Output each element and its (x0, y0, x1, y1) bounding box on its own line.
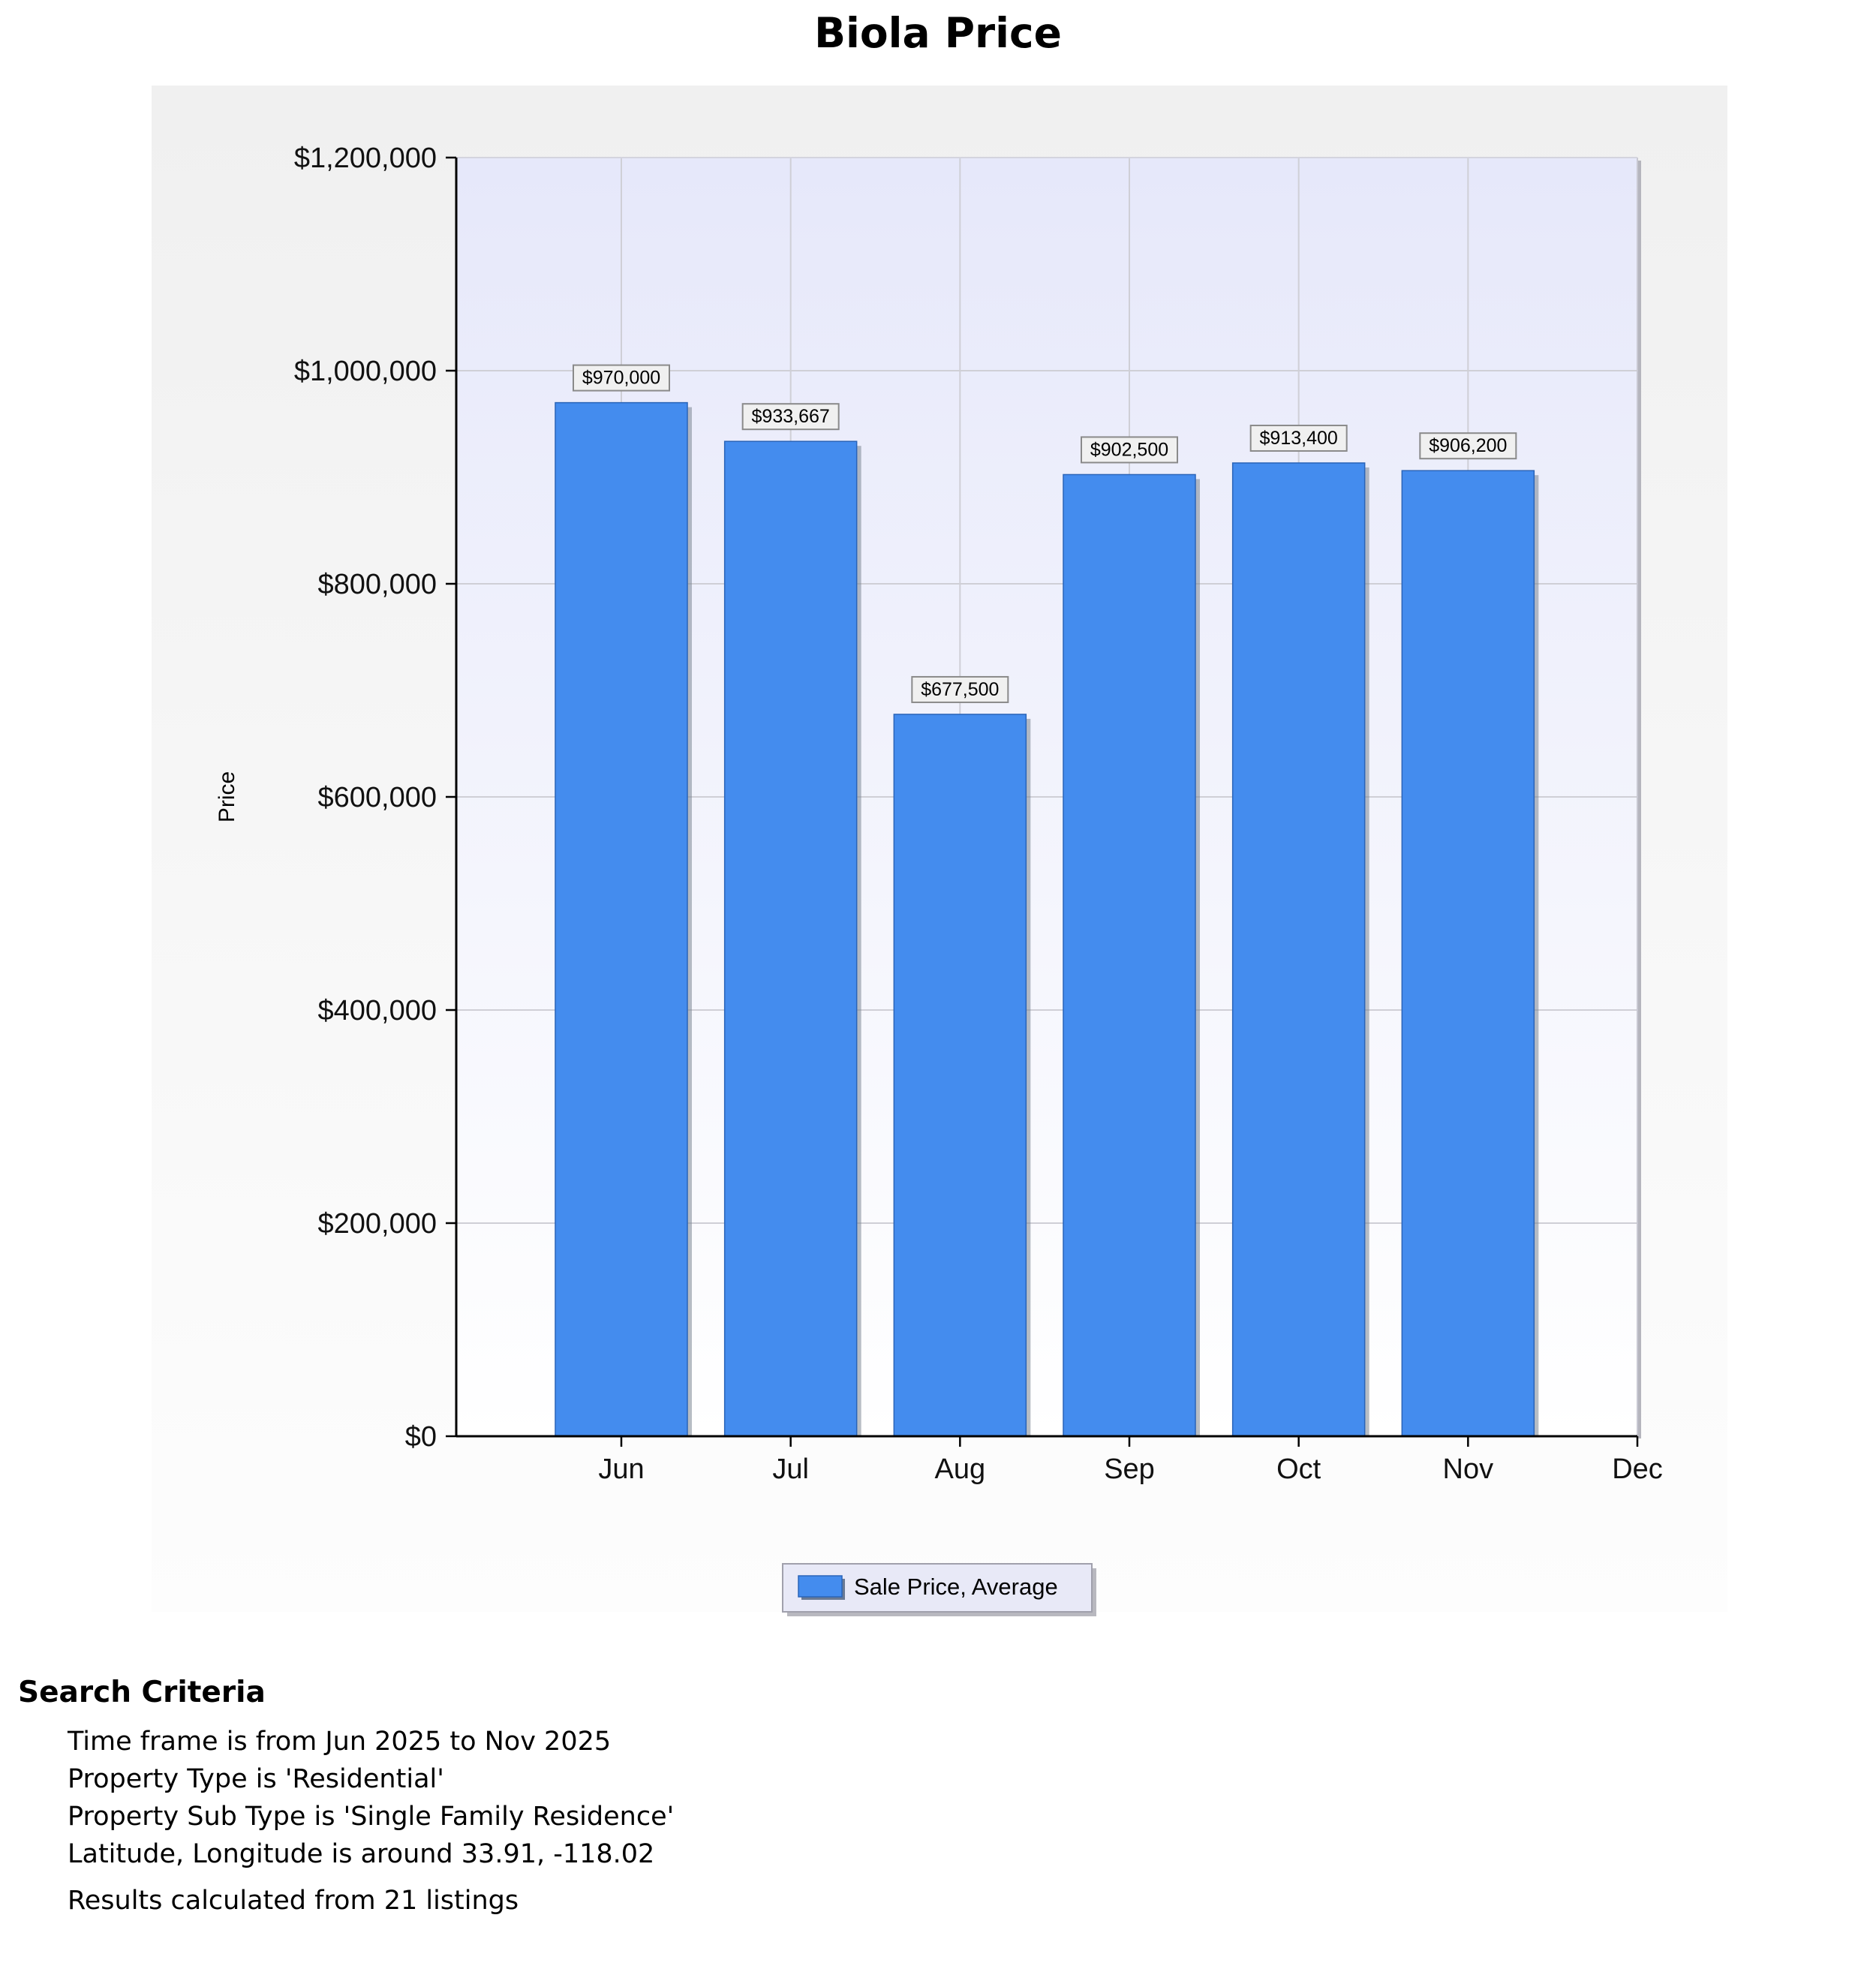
data-label-sep: $902,500 (1090, 439, 1169, 461)
y-tick-label: $200,000 (317, 1208, 437, 1240)
bar-aug (894, 714, 1026, 1436)
bar-sep (1063, 474, 1195, 1436)
x-tick-label: Sep (1104, 1453, 1155, 1485)
bar-jul (725, 441, 857, 1436)
data-label-jun: $970,000 (582, 367, 661, 389)
search-criteria-section (18, 1672, 1144, 1919)
chart-title: Biola Price (814, 9, 1062, 57)
x-tick-label: Oct (1276, 1453, 1321, 1485)
legend-swatch (798, 1576, 842, 1597)
bar-oct (1233, 463, 1365, 1436)
y-tick-label: $0 (404, 1421, 437, 1453)
data-label-aug: $677,500 (921, 678, 1000, 700)
x-tick-label: Aug (934, 1453, 986, 1485)
x-tick-label: Jun (598, 1453, 645, 1485)
bar-nov (1402, 470, 1534, 1436)
criteria-item-location: Latitude, Longitude is around 33.91, -118.02 (68, 1839, 655, 1869)
criteria-item-property-type: Property Type is 'Residential' (68, 1764, 444, 1794)
results-count: Results calculated from 21 listings (68, 1886, 519, 1916)
search-criteria-heading: Search Criteria (18, 1676, 266, 1709)
legend-label: Sale Price, Average (854, 1574, 1058, 1600)
criteria-item-time-frame: Time frame is from Jun 2025 to Nov 2025 (68, 1727, 612, 1757)
y-tick-label: $800,000 (317, 569, 437, 600)
data-label-nov: $906,200 (1429, 435, 1508, 457)
y-axis-title: Price (215, 771, 239, 823)
x-tick-label: Jul (772, 1453, 809, 1485)
y-tick-label: $1,000,000 (293, 356, 437, 387)
bar-jun (555, 403, 687, 1436)
y-tick-label: $400,000 (317, 995, 437, 1027)
y-tick-label: $1,200,000 (293, 143, 437, 174)
data-label-oct: $913,400 (1259, 427, 1338, 449)
y-tick-label: $600,000 (317, 782, 437, 813)
legend (783, 1564, 1096, 1616)
x-tick-label: Nov (1442, 1453, 1494, 1485)
data-label-jul: $933,667 (751, 406, 830, 428)
x-tick-label: Dec (1612, 1453, 1663, 1485)
search-criteria-list (18, 1723, 1144, 1873)
criteria-item-property-sub-type: Property Sub Type is 'Single Family Residence' (68, 1802, 675, 1832)
